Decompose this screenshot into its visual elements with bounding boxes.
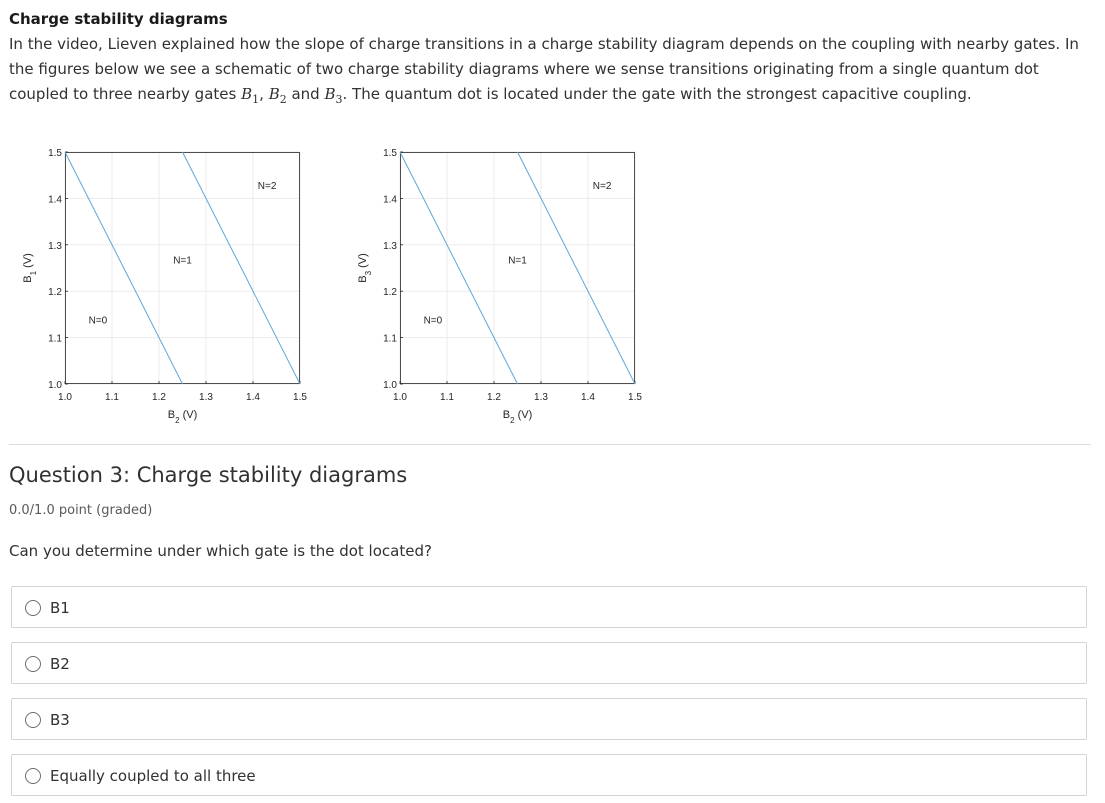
radio-b1[interactable] (25, 600, 41, 616)
intro-title: Charge stability diagrams (9, 10, 228, 28)
radio-equal[interactable] (25, 768, 41, 784)
charge-state-label: N=0 (423, 315, 443, 327)
y-tick-label: 1.4 (48, 194, 62, 206)
x-axis-label: $B_2$ (V) (502, 409, 533, 425)
y-tick-label: 1.0 (383, 380, 397, 391)
y-tick-label: 1.5 (48, 148, 62, 159)
intro-text-end: . The quantum dot is located under the gate with the strongest capacitive coupling. (342, 85, 972, 103)
y-tick-label: 1.0 (48, 380, 62, 391)
y-tick-label: 1.2 (48, 287, 62, 299)
y-tick-label: 1.5 (383, 148, 397, 159)
choice-b2[interactable] (11, 642, 1087, 684)
x-tick-label: 1.3 (199, 392, 213, 403)
charge-state-label: N=2 (592, 181, 612, 193)
intro-text-start: In the video, Lieven explained how the slope of charge transitions in a charge stability diagram depends on the coupling with nearby gates. In the figures below we see a schematic of two charge stability diagrams where we sense transitions originating from a single quantum dot coupled to three nearby gates (9, 35, 1079, 103)
x-tick-label: 1.4 (581, 392, 595, 403)
y-tick-label: 1.3 (48, 240, 62, 252)
choice-b1[interactable] (11, 586, 1087, 628)
choice-equal[interactable] (11, 754, 1087, 796)
x-tick-label: 1.1 (105, 392, 119, 403)
choice-b3[interactable] (11, 698, 1087, 740)
x-tick-label: 1.5 (293, 392, 307, 403)
y-tick-label: 1.1 (48, 333, 62, 345)
x-tick-label: 1.0 (58, 392, 72, 403)
gate-b3-math: $B_3$ (324, 85, 343, 106)
y-tick-label: 1.3 (383, 240, 397, 252)
charge-stability-chart-b1 (22, 148, 307, 425)
charge-state-label: N=1 (173, 255, 192, 267)
intro-text: In the video, Lieven explained how the slope of charge transitions in a charge stability diagram depends on the coupling with nearby gates. In the figures below we see a schematic of two charge stability diagrams where we sense transitions originating from a single quantum dot coupled to three nearby gates $B_1$, $B_2$ and $B_3$. The quantum dot is located under the gate with the strongest capacitive coupling. (9, 35, 1079, 106)
transition-line (65, 152, 183, 384)
x-tick-label: 1.1 (440, 392, 454, 403)
x-tick-label: 1.2 (152, 392, 166, 403)
question-title: Question 3: Charge stability diagrams (9, 463, 408, 487)
question-points: 0.0/1.0 point (graded) (9, 503, 153, 518)
question-prompt: Can you determine under which gate is the dot located? (9, 542, 432, 560)
x-tick-label: 1.4 (246, 392, 260, 403)
x-tick-label: 1.3 (534, 392, 548, 403)
radio-b3[interactable] (25, 712, 41, 728)
transition-line (400, 152, 518, 384)
x-tick-label: 1.2 (487, 392, 501, 403)
charge-state-label: N=2 (257, 181, 277, 193)
charge-state-label: N=1 (508, 255, 527, 267)
x-tick-label: 1.5 (628, 392, 642, 403)
problem-intro (9, 8, 1094, 112)
y-axis-label: $B_1$ (V) (22, 253, 38, 283)
y-tick-label: 1.4 (383, 194, 397, 206)
charge-state-label: N=0 (88, 315, 108, 327)
section-divider (9, 444, 1091, 445)
transition-line (183, 152, 301, 384)
y-tick-label: 1.2 (383, 287, 397, 299)
transition-line (518, 152, 636, 384)
radio-b2[interactable] (25, 656, 41, 672)
gate-b2-math: $B_2$ (268, 85, 287, 106)
choice-label: B1 (50, 599, 70, 617)
gate-b1-math: $B_1$ (241, 85, 260, 106)
x-tick-label: 1.0 (393, 392, 407, 403)
choice-label: Equally coupled to all three (50, 767, 256, 785)
choice-label: B3 (50, 711, 70, 729)
x-axis-label: $B_2$ (V) (167, 409, 198, 425)
y-tick-label: 1.1 (383, 333, 397, 345)
choice-label: B2 (50, 655, 70, 673)
charge-stability-chart-b3 (357, 148, 642, 425)
y-axis-label: $B_3$ (V) (357, 253, 373, 283)
